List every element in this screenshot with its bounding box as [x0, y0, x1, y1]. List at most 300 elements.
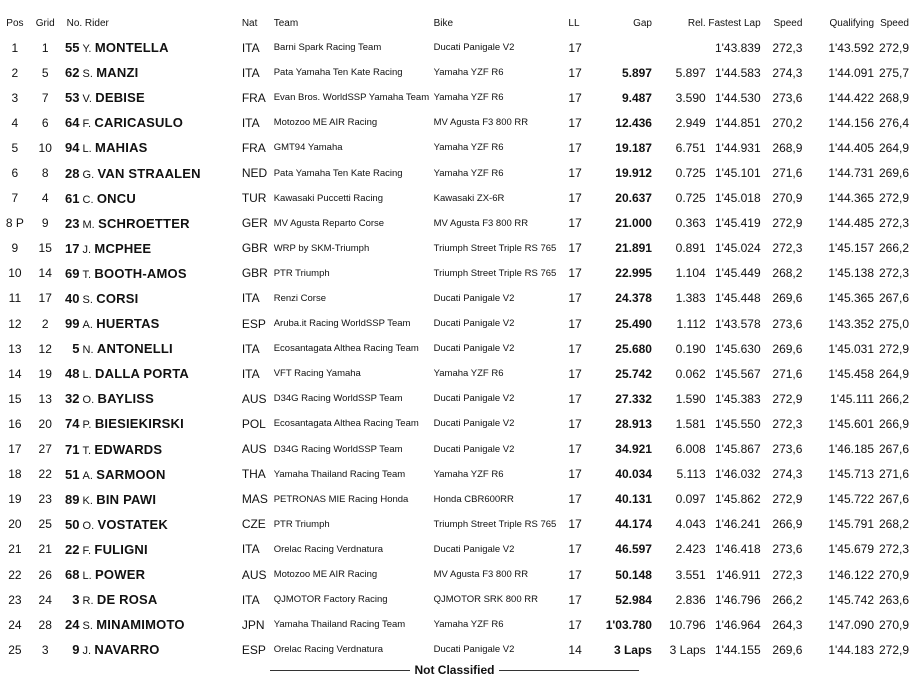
gap-cell: 50.148	[615, 567, 652, 582]
laps-cell: 17	[568, 617, 582, 632]
rel-cell: 1.383	[675, 291, 706, 306]
qualifying-cell: 1'44.422	[828, 90, 874, 105]
fastest-lap-cell: 1'45.101	[714, 166, 761, 181]
rider-name: VOSTATEK	[97, 516, 168, 532]
rider-initial: O.	[82, 394, 95, 407]
rider-name: ONCU	[96, 190, 136, 206]
rider-number: 64	[65, 115, 80, 131]
rider-initial: T.	[82, 444, 92, 457]
rider-number: 28	[65, 165, 80, 181]
bike-cell: Kawasaki ZX-6R	[433, 192, 505, 204]
rider-number: 61	[65, 190, 80, 206]
qualifying-speed-cell: 272,3	[878, 216, 909, 231]
team-cell: Kawasaki Puccetti Racing	[273, 192, 384, 204]
speed-cell: 272,9	[772, 492, 803, 507]
fastest-lap-cell: 1'44.155	[714, 642, 761, 657]
rel-cell: 0.725	[675, 166, 706, 181]
bike-cell: Ducati Panigale V2	[433, 418, 515, 430]
table-row	[0, 562, 909, 587]
qualifying-speed-cell: 269,6	[878, 166, 909, 181]
rider-initial: K.	[82, 494, 93, 507]
qualifying-cell: 1'45.031	[828, 341, 874, 356]
rider-name: BIN PAWI	[96, 491, 157, 507]
header-qualifying: Qualifying	[829, 17, 874, 29]
rel-cell: 0.891	[675, 241, 706, 256]
table-row	[0, 186, 909, 211]
table-row	[0, 261, 909, 286]
results-table	[0, 11, 909, 662]
qualifying-speed-cell: 270,9	[878, 567, 909, 582]
rider-name: HUERTAS	[96, 316, 160, 332]
bike-cell: QJMOTOR SRK 800 RR	[433, 594, 538, 606]
rel-cell: 6.751	[675, 140, 706, 155]
table-row	[0, 211, 909, 236]
speed-cell: 269,6	[772, 642, 803, 657]
qualifying-cell: 1'44.365	[828, 191, 874, 206]
rel-cell: 0.097	[675, 492, 706, 507]
rel-cell: 1.112	[676, 316, 706, 331]
speed-cell: 272,3	[772, 416, 803, 431]
qualifying-cell: 1'45.791	[828, 517, 874, 532]
rider-initial: V.	[82, 93, 92, 106]
bike-cell: Yamaha YZF R6	[433, 368, 504, 380]
gap-cell: 12.436	[615, 115, 652, 130]
nationality-cell: THA	[241, 467, 266, 482]
gap-cell: 25.680	[615, 341, 652, 356]
fastest-lap-cell: 1'46.241	[714, 517, 761, 532]
nationality-cell: ITA	[241, 115, 260, 130]
qualifying-speed-cell: 268,2	[878, 517, 909, 532]
rider-name: CORSI	[96, 290, 139, 306]
qualifying-speed-cell: 267,6	[878, 291, 909, 306]
qualifying-cell: 1'45.365	[828, 291, 874, 306]
fastest-lap-cell: 1'45.419	[714, 216, 761, 231]
grid-cell: 19	[38, 366, 52, 381]
team-cell: Ecosantagata Althea Racing Team	[273, 418, 419, 430]
speed-cell: 274,3	[772, 467, 803, 482]
table-row	[0, 487, 909, 512]
pos-cell: 17	[8, 442, 22, 457]
grid-cell: 7	[41, 90, 49, 105]
rel-cell: 0.363	[675, 216, 706, 231]
bike-cell: Yamaha YZF R6	[433, 67, 504, 79]
laps-cell: 17	[568, 266, 582, 281]
rider-initial: S.	[82, 293, 93, 306]
nationality-cell: FRA	[241, 90, 266, 105]
table-row	[0, 612, 909, 637]
speed-cell: 273,6	[772, 316, 803, 331]
rel-cell: 6.008	[675, 442, 706, 457]
rider-name: EDWARDS	[94, 441, 163, 457]
header-speed: Speed	[773, 17, 803, 29]
rider-cell	[80, 35, 242, 60]
gap-cell: 40.034	[615, 467, 652, 482]
nationality-cell: GBR	[241, 241, 268, 256]
rider-number: 48	[65, 366, 80, 382]
laps-cell: 17	[568, 592, 582, 607]
gap-cell: 22.995	[615, 266, 652, 281]
grid-cell: 3	[41, 642, 49, 657]
rider-name: DEBISE	[95, 90, 145, 106]
fastest-lap-cell: 1'46.032	[714, 467, 761, 482]
grid-cell: 27	[38, 442, 52, 457]
qualifying-cell: 1'44.731	[828, 166, 874, 181]
grid-cell: 10	[38, 140, 52, 155]
rider-name: BIESIEKIRSKI	[94, 416, 184, 432]
speed-cell: 272,3	[772, 567, 803, 582]
grid-cell: 2	[41, 316, 49, 331]
pos-cell: 9	[11, 241, 19, 256]
rel-cell: 10.796	[668, 617, 706, 632]
bike-cell: Ducati Panigale V2	[433, 318, 515, 330]
nationality-cell: POL	[241, 416, 266, 431]
gap-cell	[598, 35, 652, 60]
rider-number: 51	[65, 466, 80, 482]
speed-cell: 273,6	[772, 90, 803, 105]
rider-cell	[80, 487, 242, 512]
team-cell: Renzi Corse	[273, 292, 326, 304]
laps-cell: 17	[568, 416, 582, 431]
rider-cell	[80, 587, 242, 612]
nationality-cell: FRA	[241, 140, 266, 155]
fastest-lap-cell: 1'43.839	[714, 40, 761, 55]
rider-number: 17	[65, 240, 80, 256]
table-row	[0, 437, 909, 462]
fastest-lap-cell: 1'45.567	[714, 366, 761, 381]
rider-name: DE ROSA	[96, 592, 158, 608]
qualifying-cell: 1'43.592	[828, 40, 874, 55]
qualifying-speed-cell: 266,9	[878, 416, 909, 431]
rider-cell	[80, 186, 242, 211]
gap-cell: 9.487	[621, 90, 652, 105]
fastest-lap-cell: 1'45.018	[714, 191, 761, 206]
rider-number: 5	[72, 341, 80, 357]
bike-cell: Ducati Panigale V2	[433, 543, 515, 555]
fastest-lap-cell: 1'45.024	[714, 241, 761, 256]
pos-cell: 18	[8, 467, 22, 482]
laps-cell: 17	[568, 241, 582, 256]
gap-cell: 28.913	[615, 416, 652, 431]
table-row	[0, 411, 909, 436]
qualifying-speed-cell: 272,3	[878, 542, 909, 557]
rider-cell	[80, 336, 242, 361]
table-row	[0, 85, 909, 110]
team-cell: GMT94 Yamaha	[273, 142, 343, 154]
fastest-lap-cell: 1'43.578	[714, 316, 761, 331]
nationality-cell: AUS	[241, 391, 267, 406]
header-row	[0, 11, 909, 35]
bike-cell: MV Agusta F3 800 RR	[433, 217, 529, 229]
header-ll: LL	[568, 17, 580, 29]
rider-number: 62	[65, 65, 80, 81]
pos-cell: 4	[11, 115, 19, 130]
pos-cell: 20	[8, 517, 22, 532]
laps-cell: 17	[568, 316, 582, 331]
rel-cell: 3.590	[675, 90, 706, 105]
pos-cell: 13	[8, 341, 22, 356]
gap-cell: 27.332	[615, 391, 652, 406]
qualifying-speed-cell: 272,9	[878, 341, 909, 356]
rel-cell: 5.897	[675, 65, 706, 80]
qualifying-speed-cell: 275,0	[878, 316, 909, 331]
laps-cell: 17	[568, 492, 582, 507]
rel-cell: 1.590	[675, 391, 706, 406]
nationality-cell: TUR	[241, 191, 267, 206]
laps-cell: 17	[568, 517, 582, 532]
rider-number: 53	[65, 90, 80, 106]
grid-cell: 12	[38, 341, 52, 356]
nationality-cell: AUS	[241, 442, 267, 457]
rider-initial: A.	[82, 469, 93, 482]
qualifying-speed-cell: 275,7	[878, 65, 909, 80]
rel-cell: 3 Laps	[669, 642, 706, 657]
nationality-cell: ESP	[241, 316, 266, 331]
fastest-lap-cell: 1'45.862	[714, 492, 761, 507]
qualifying-cell: 1'44.091	[828, 65, 874, 80]
rider-name: MCPHEE	[94, 240, 152, 256]
rider-initial: O.	[82, 519, 95, 532]
grid-cell: 13	[38, 391, 52, 406]
rider-initial: F.	[82, 544, 92, 557]
team-cell: Ecosantagata Althea Racing Team	[273, 343, 419, 355]
bike-cell: Triumph Street Triple RS 765	[433, 242, 557, 254]
rider-name: POWER	[95, 567, 146, 583]
pos-cell: 16	[8, 416, 22, 431]
rider-initial: S.	[82, 620, 93, 633]
header-bike: Bike	[433, 17, 454, 29]
table-row	[0, 110, 909, 135]
rider-cell	[80, 612, 242, 637]
gap-cell: 3 Laps	[613, 642, 652, 657]
nationality-cell: ITA	[241, 341, 260, 356]
header-no-rider: No. Rider	[66, 17, 109, 29]
rider-initial: J.	[82, 243, 92, 256]
bike-cell: Yamaha YZF R6	[433, 142, 504, 154]
nationality-cell: GBR	[241, 266, 268, 281]
rider-cell	[80, 462, 242, 487]
gap-cell: 5.897	[621, 65, 652, 80]
speed-cell: 272,3	[772, 40, 803, 55]
qualifying-cell: 1'44.485	[828, 216, 874, 231]
team-cell: Motozoo ME AIR Racing	[273, 117, 378, 129]
team-cell: PTR Triumph	[273, 267, 330, 279]
rider-initial: N.	[82, 344, 94, 357]
grid-cell: 26	[38, 567, 52, 582]
qualifying-speed-cell: 270,9	[878, 617, 909, 632]
header-speed-2: Speed	[880, 17, 909, 29]
rider-name: FULIGNI	[94, 541, 148, 557]
pos-cell: 19	[8, 492, 22, 507]
team-cell: VFT Racing Yamaha	[273, 368, 361, 380]
rider-cell	[80, 135, 242, 160]
grid-cell: 4	[41, 191, 49, 206]
qualifying-cell: 1'45.713	[828, 467, 874, 482]
grid-cell: 14	[38, 266, 52, 281]
fastest-lap-cell: 1'45.550	[714, 416, 761, 431]
pos-cell: 1	[11, 40, 19, 55]
rider-initial: C.	[82, 193, 94, 206]
not-classified-label: Not Classified	[414, 663, 495, 677]
gap-cell: 46.597	[615, 542, 652, 557]
rider-name: ANTONELLI	[96, 341, 173, 357]
rel-cell: 5.113	[676, 467, 706, 482]
rider-number: 24	[65, 617, 80, 633]
rider-number: 40	[65, 290, 80, 306]
qualifying-cell: 1'45.157	[828, 241, 874, 256]
table-row	[0, 336, 909, 361]
header-rel: Rel.	[687, 17, 706, 29]
qualifying-cell: 1'44.405	[828, 140, 874, 155]
team-cell: Aruba.it Racing WorldSSP Team	[273, 318, 411, 330]
header-pos: Pos	[6, 17, 24, 29]
bike-cell: Ducati Panigale V2	[433, 343, 515, 355]
nationality-cell: ESP	[241, 642, 266, 657]
qualifying-cell: 1'44.156	[828, 115, 874, 130]
table-row	[0, 361, 909, 386]
qualifying-speed-cell: 266,2	[878, 391, 909, 406]
rel-cell: 0.062	[675, 366, 706, 381]
rel-cell: 0.725	[675, 191, 706, 206]
speed-cell: 268,9	[772, 140, 803, 155]
rel-cell: 0.190	[675, 341, 706, 356]
table-row	[0, 512, 909, 537]
rider-initial: F.	[82, 118, 92, 131]
bike-cell: Yamaha YZF R6	[433, 92, 504, 104]
table-row	[0, 537, 909, 562]
divider-right	[499, 670, 639, 671]
rider-number: 89	[65, 491, 80, 507]
rider-name: MONTELLA	[94, 40, 169, 56]
grid-cell: 6	[41, 115, 49, 130]
grid-cell: 9	[41, 216, 49, 231]
rider-name: DALLA PORTA	[95, 366, 189, 382]
nationality-cell: AUS	[241, 567, 267, 582]
table-row	[0, 160, 909, 185]
nationality-cell: CZE	[241, 517, 266, 532]
grid-cell: 15	[38, 241, 52, 256]
nationality-cell: JPN	[241, 617, 265, 632]
pos-cell: 10	[8, 266, 22, 281]
bike-cell: Triumph Street Triple RS 765	[433, 267, 557, 279]
laps-cell: 17	[568, 140, 582, 155]
table-row	[0, 60, 909, 85]
rider-initial: A.	[82, 319, 93, 332]
nationality-cell: GER	[241, 216, 268, 231]
fastest-lap-cell: 1'45.867	[714, 442, 761, 457]
header-fastest-lap: Fastest Lap	[708, 17, 761, 29]
team-cell: Evan Bros. WorldSSP Yamaha Team	[273, 92, 430, 104]
speed-cell: 270,2	[772, 115, 803, 130]
rel-cell: 2.836	[675, 592, 706, 607]
rider-cell	[80, 261, 242, 286]
rider-cell	[80, 411, 242, 436]
qualifying-cell: 1'44.183	[828, 642, 874, 657]
fastest-lap-cell: 1'45.449	[714, 266, 761, 281]
rider-number: 22	[65, 541, 80, 557]
pos-cell: 21	[8, 542, 22, 557]
fastest-lap-cell: 1'44.851	[714, 115, 761, 130]
pos-cell: 7	[11, 191, 19, 206]
rider-cell	[80, 386, 242, 411]
laps-cell: 17	[568, 341, 582, 356]
speed-cell: 273,6	[772, 542, 803, 557]
pos-cell: 12	[8, 316, 22, 331]
bike-cell: Ducati Panigale V2	[433, 42, 515, 54]
qualifying-speed-cell: 276,4	[878, 115, 909, 130]
fastest-lap-cell: 1'45.448	[714, 291, 761, 306]
team-cell: Yamaha Thailand Racing Team	[273, 468, 406, 480]
speed-cell: 268,2	[772, 266, 803, 281]
rider-initial: L.	[82, 369, 92, 382]
bike-cell: Ducati Panigale V2	[433, 443, 515, 455]
nationality-cell: ITA	[241, 592, 260, 607]
qualifying-cell: 1'45.111	[830, 391, 874, 406]
gap-cell: 19.912	[615, 166, 652, 181]
fastest-lap-cell: 1'44.931	[714, 140, 761, 155]
speed-cell: 266,2	[772, 592, 803, 607]
qualifying-cell: 1'47.090	[828, 617, 874, 632]
team-cell: D34G Racing WorldSSP Team	[273, 393, 403, 405]
rider-number: 94	[65, 140, 80, 156]
rider-name: BOOTH-AMOS	[94, 265, 187, 281]
rider-name: VAN STRAALEN	[97, 165, 201, 181]
rider-cell	[80, 562, 242, 587]
grid-cell: 28	[38, 617, 52, 632]
rider-initial: Y.	[82, 43, 92, 56]
bike-cell: Yamaha YZF R6	[433, 167, 504, 179]
qualifying-speed-cell: 263,6	[878, 592, 909, 607]
speed-cell: 269,6	[772, 341, 803, 356]
speed-cell: 271,6	[772, 366, 803, 381]
gap-cell: 25.742	[615, 366, 652, 381]
pos-cell: 15	[8, 391, 22, 406]
speed-cell: 264,3	[772, 617, 803, 632]
pos-cell: 14	[8, 366, 22, 381]
speed-cell: 274,3	[772, 65, 803, 80]
pos-cell: 5	[11, 140, 19, 155]
fastest-lap-cell: 1'46.796	[714, 592, 761, 607]
gap-cell: 21.891	[615, 241, 652, 256]
gap-cell: 1'03.780	[605, 617, 652, 632]
gap-cell: 19.187	[615, 140, 652, 155]
speed-cell: 273,6	[772, 442, 803, 457]
rider-number: 32	[65, 391, 80, 407]
laps-cell: 17	[568, 567, 582, 582]
table-row	[0, 587, 909, 612]
rider-cell	[80, 537, 242, 562]
laps-cell: 17	[568, 442, 582, 457]
team-cell: WRP by SKM-Triumph	[273, 242, 370, 254]
rider-number: 71	[65, 441, 80, 457]
rider-cell	[80, 211, 242, 236]
rel-cell: 3.551	[675, 567, 706, 582]
bike-cell: Triumph Street Triple RS 765	[433, 518, 557, 530]
qualifying-cell: 1'45.722	[828, 492, 874, 507]
header-nat: Nat	[241, 17, 258, 29]
rider-initial: S.	[82, 68, 93, 81]
nationality-cell: ITA	[241, 65, 260, 80]
laps-cell: 17	[568, 216, 582, 231]
pos-cell: 2	[11, 65, 19, 80]
rider-cell	[80, 437, 242, 462]
team-cell: PETRONAS MIE Racing Honda	[273, 493, 409, 505]
grid-cell: 20	[38, 416, 52, 431]
pos-cell: 25	[8, 642, 22, 657]
qualifying-speed-cell: 271,6	[878, 467, 909, 482]
laps-cell: 17	[568, 40, 582, 55]
qualifying-cell: 1'46.122	[828, 567, 874, 582]
rider-cell	[80, 85, 242, 110]
